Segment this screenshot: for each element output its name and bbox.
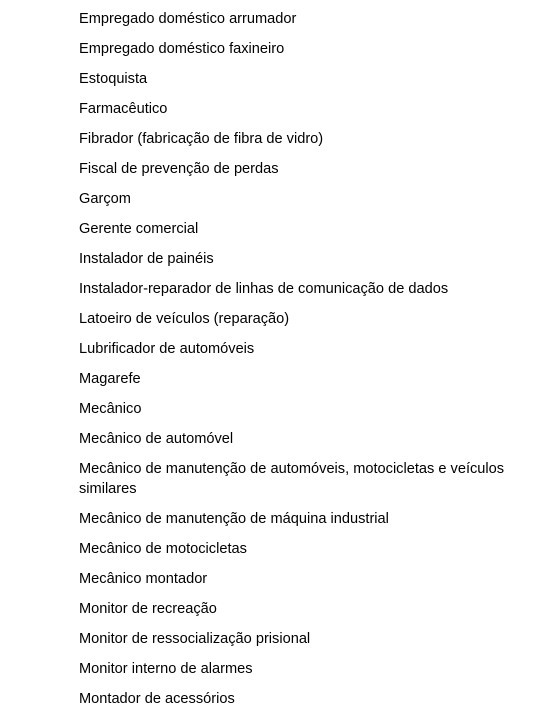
occupation-item: Mecânico bbox=[79, 401, 142, 417]
occupation-item: Farmacêutico bbox=[79, 101, 168, 117]
occupation-item: Mecânico de manutenção de máquina industrial bbox=[79, 511, 389, 527]
occupation-item: Instalador-reparador de linhas de comunicação de dados bbox=[79, 281, 449, 297]
occupation-item: Monitor de ressocialização prisional bbox=[79, 631, 311, 647]
occupation-item: Instalador de painéis bbox=[79, 251, 214, 267]
occupation-item: Latoeiro de veículos (reparação) bbox=[79, 311, 290, 327]
occupation-item: Mecânico de automóvel bbox=[79, 431, 234, 447]
occupation-item: Fibrador (fabricação de fibra de vidro) bbox=[79, 131, 324, 147]
occupation-item: Lubrificador de automóveis bbox=[79, 341, 255, 357]
occupation-item: Monitor de recreação bbox=[79, 601, 217, 617]
occupation-item: Montador de acessórios bbox=[79, 691, 235, 707]
occupation-item: Empregado doméstico arrumador bbox=[79, 11, 297, 27]
occupation-item: Fiscal de prevenção de perdas bbox=[79, 161, 279, 177]
occupation-item: Monitor interno de alarmes bbox=[79, 661, 253, 677]
occupation-item: Gerente comercial bbox=[79, 221, 199, 237]
occupation-item: Mecânico de motocicletas bbox=[79, 541, 247, 557]
occupation-item: Empregado doméstico faxineiro bbox=[79, 41, 285, 57]
occupation-item: Magarefe bbox=[79, 371, 141, 387]
occupation-list bbox=[79, 9, 535, 719]
occupation-item: Garçom bbox=[79, 191, 131, 207]
occupation-item: Estoquista bbox=[79, 71, 148, 87]
occupation-item: Mecânico montador bbox=[79, 571, 208, 587]
occupation-item: Mecânico de manutenção de automóveis, motocicletas e veículos similares bbox=[79, 461, 505, 497]
